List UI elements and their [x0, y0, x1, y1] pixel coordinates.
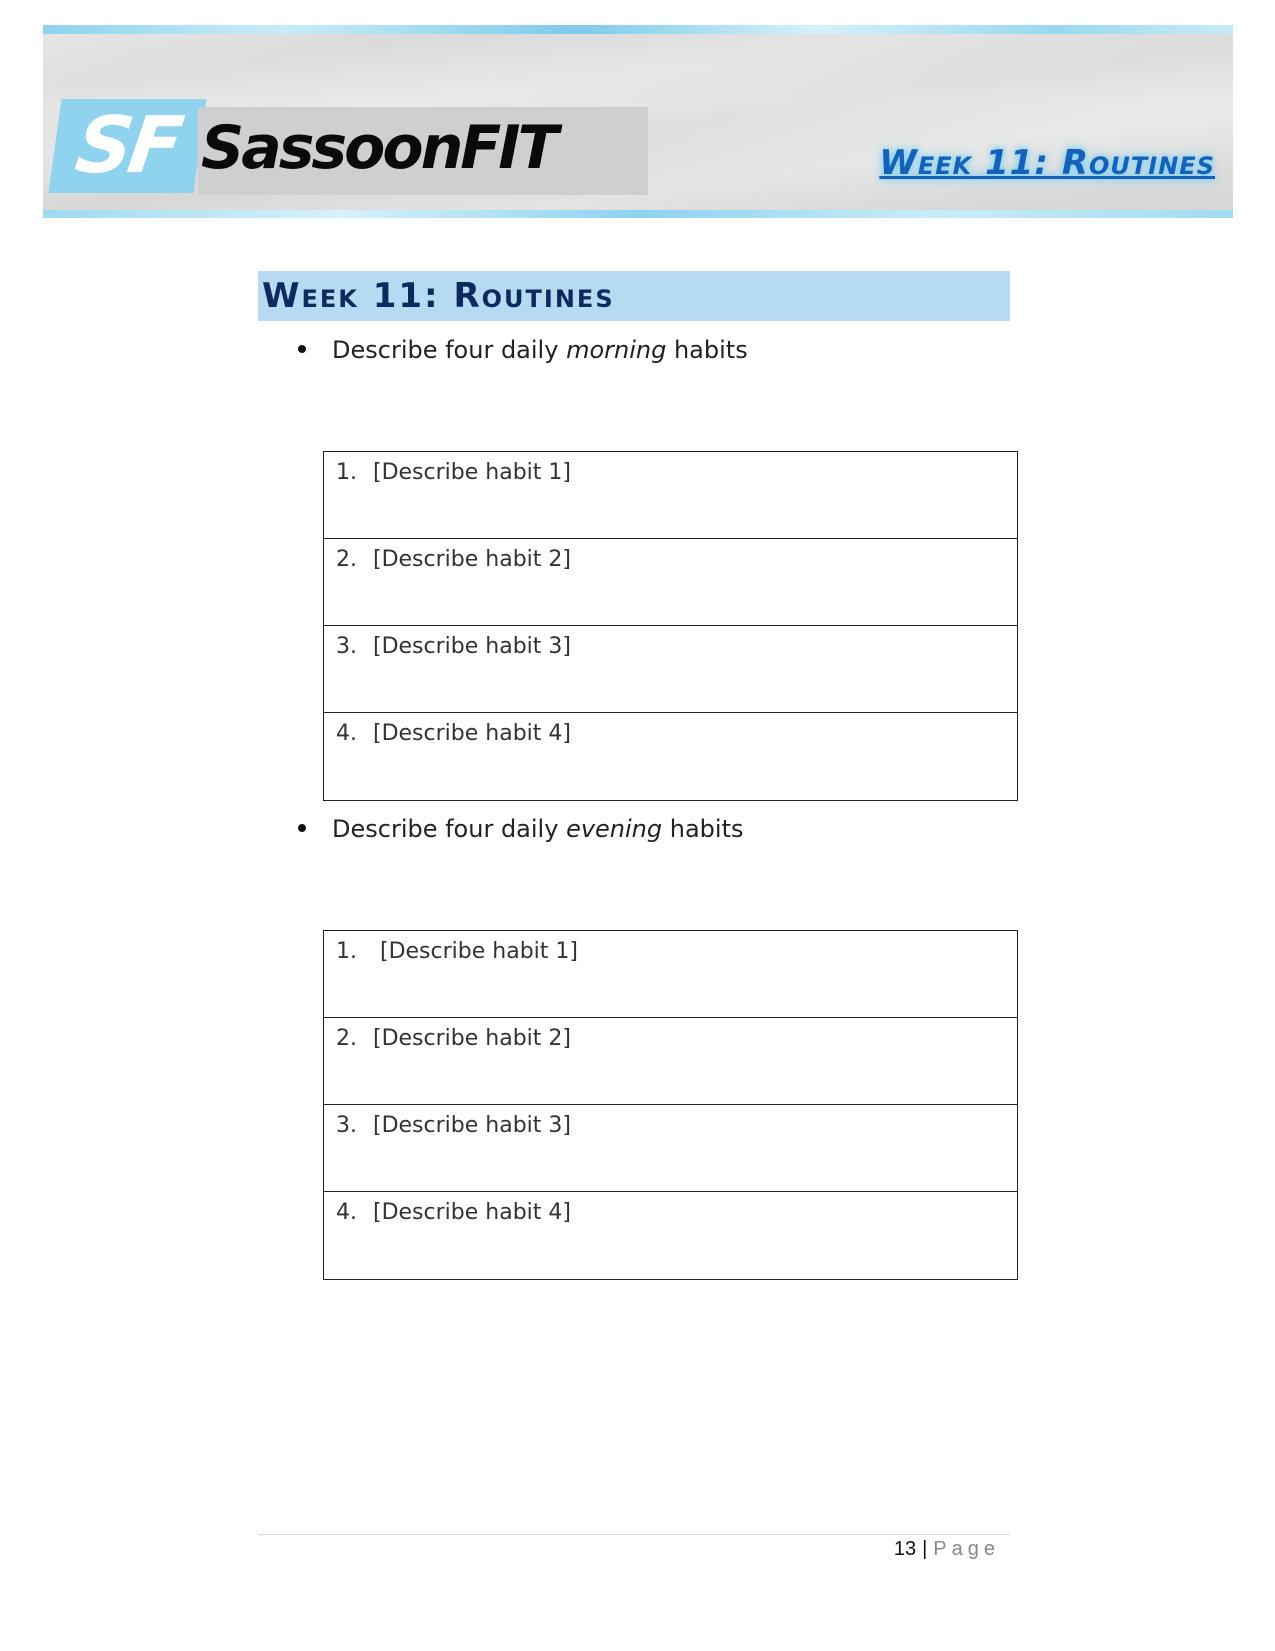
row-number: 3.	[336, 1113, 357, 1138]
table-row[interactable]	[324, 1018, 1017, 1105]
section-heading	[258, 271, 1010, 321]
page-number: 13	[893, 1538, 917, 1560]
habit-field[interactable]: [Describe habit 1]	[373, 460, 571, 485]
habit-field[interactable]: [Describe habit 1]	[380, 939, 578, 964]
logo-mark	[48, 99, 206, 193]
evening-prompt	[298, 815, 744, 843]
logo-wordmark: SassoonFIT	[201, 113, 556, 183]
table-row[interactable]	[324, 931, 1017, 1018]
row-number: 2.	[336, 547, 357, 572]
morning-prompt-before: Describe four daily	[332, 336, 567, 364]
table-row[interactable]	[324, 713, 1017, 800]
row-number: 4.	[336, 721, 357, 746]
bullet-icon	[298, 345, 306, 353]
table-row[interactable]	[324, 452, 1017, 539]
evening-prompt-before: Describe four daily	[332, 815, 567, 843]
habit-field[interactable]: [Describe habit 4]	[373, 721, 571, 746]
morning-habits-table	[323, 451, 1018, 801]
morning-prompt	[298, 336, 748, 364]
section-heading-text: Week 11: Routines	[262, 276, 615, 316]
habit-field[interactable]: [Describe habit 3]	[373, 1113, 571, 1138]
morning-prompt-emphasis: morning	[566, 336, 667, 364]
banner-bottom-edge	[43, 210, 1233, 218]
header-banner	[43, 25, 1233, 218]
row-number: 1.	[336, 939, 357, 964]
habit-field[interactable]: [Describe habit 2]	[373, 1026, 571, 1051]
bullet-icon	[298, 824, 306, 832]
page-footer	[894, 1538, 1000, 1561]
evening-prompt-emphasis: evening	[566, 815, 663, 843]
footer-divider	[258, 1534, 1010, 1535]
footer-separator: |	[922, 1538, 928, 1560]
row-number: 4.	[336, 1200, 357, 1225]
habit-field[interactable]: [Describe habit 4]	[373, 1200, 571, 1225]
row-number: 2.	[336, 1026, 357, 1051]
habit-field[interactable]: [Describe habit 2]	[373, 547, 571, 572]
evening-habits-table	[323, 930, 1018, 1280]
morning-prompt-after: habits	[666, 336, 748, 364]
row-number: 1.	[336, 460, 357, 485]
banner-title: Week 11: Routines	[879, 143, 1215, 183]
table-row[interactable]	[324, 1105, 1017, 1192]
habit-field[interactable]: [Describe habit 3]	[373, 634, 571, 659]
banner-top-edge	[43, 25, 1233, 34]
page-label: Page	[933, 1538, 1000, 1560]
logo-mark-text: SF	[70, 101, 185, 191]
evening-prompt-after: habits	[662, 815, 744, 843]
table-row[interactable]	[324, 539, 1017, 626]
row-number: 3.	[336, 634, 357, 659]
table-row[interactable]	[324, 1192, 1017, 1279]
table-row[interactable]	[324, 626, 1017, 713]
